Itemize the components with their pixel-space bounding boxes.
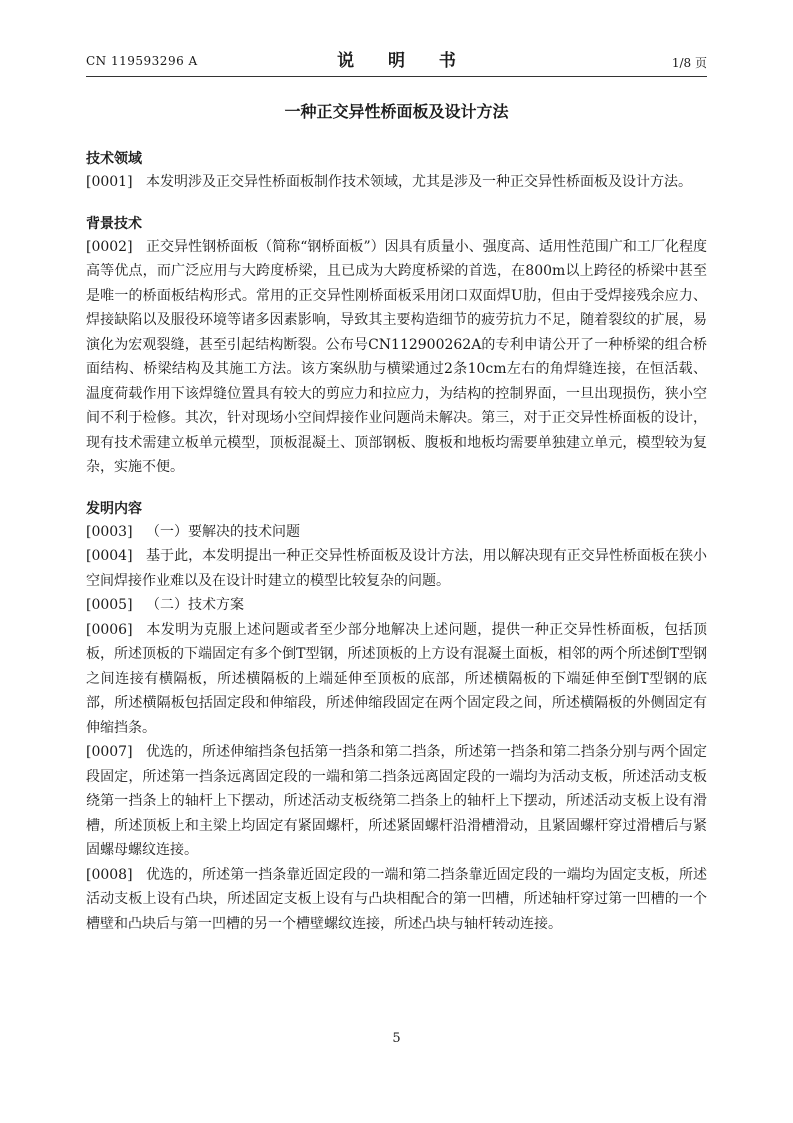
paragraph-number: [0001]: [86, 174, 133, 190]
paragraph: [86, 863, 707, 937]
paragraph-text: （二）技术方案: [146, 597, 244, 613]
document-title: 一种正交异性桥面板及设计方法: [284, 102, 509, 121]
paragraph-text: 基于此，本发明提出一种正交异性桥面板及设计方法，用以解决现有正交异性桥面板在狭小空间焊接作业难以及在设计时建立的模型比较复杂的问题。: [86, 548, 707, 589]
paragraph-text: （一）要解决的技术问题: [146, 523, 300, 540]
section-heading: 发明内容: [86, 500, 142, 517]
paragraph: [86, 740, 707, 863]
document-type: 说 明 书: [337, 51, 470, 71]
paragraph: [86, 593, 707, 618]
paragraph-number: [0004]: [86, 548, 133, 564]
paragraph: [86, 235, 707, 480]
page-header: [86, 46, 707, 76]
paragraph-number: [0007]: [86, 744, 133, 760]
paragraph-number: [0006]: [86, 621, 133, 638]
section-technical-field: [86, 148, 707, 195]
paragraph-text: 优选的，所述第一挡条靠近固定段的一端和第二挡条靠近固定段的一端均为固定支板，所述活动支板上设有凸块，所述固定支板上设有与凸块相配合的第一凹槽，所述轴杆穿过第一凹槽的一个槽壁和凸块后与第一凹槽的另一个槽壁螺纹连接，所述凸块与轴杆转动连接。: [86, 866, 707, 932]
paragraph: [86, 618, 707, 741]
section-heading: 技术领域: [86, 151, 142, 167]
paragraph-text: 正交异性钢桥面板（简称“钢桥面板”）因具有质量小、强度高、适用性范围广和工厂化程度高等优点，而广泛应用与大跨度桥梁，且已成为大跨度桥梁的首选，在800m以上跨径的桥梁中甚至是唯一的桥面板结构形式。常用的正交异性刚桥面板采用闭口双面焊U肋，但由于受焊接残余应力、焊接缺陷以及服役环境等诸多因素影响，导致其主要构造细节的疲劳抗力不足，随着裂纹的扩展，易演化为宏观裂缝，甚至引起结构断裂。公布号CN112900262A的专利申请公开了一种桥梁的组合桥面结构、桥梁结构及其施工方法。该方案纵肋与横梁通过2条10cm左右的角焊缝连接，在恒活载、温度荷载作用下该焊缝位置具有较大的剪应力和拉应力，为结构的控制界面，一旦出现损伤，狭小空间不利于检修。其次，针对现场小空间焊接作业问题尚未解决。第三，对于正交异性桥面板的设计，现有技术需建立板单元模型，顶板混凝土、顶部钢板、腹板和地板均需要单独建立单元，模型较为复杂，实施不便。: [86, 238, 707, 475]
page-number: 5: [392, 1031, 401, 1046]
paragraph-text: 本发明涉及正交异性桥面板制作技术领域，尤其是涉及一种正交异性桥面板及设计方法。: [146, 174, 692, 190]
paragraph-number: [0003]: [86, 523, 133, 540]
section-heading: 背景技术: [86, 215, 142, 232]
section-background: [86, 213, 707, 480]
section-summary: [86, 498, 707, 937]
paragraph: [86, 544, 707, 593]
paragraph-number: [0002]: [86, 238, 133, 255]
paragraph-number: [0008]: [86, 866, 133, 883]
page-label: 1/8 页: [671, 56, 707, 70]
paragraph-text: 优选的，所述伸缩挡条包括第一挡条和第二挡条，所述第一挡条和第二挡条分别与两个固定段固定，所述第一挡条远离固定段的一端和第二挡条远离固定段的一端均为活动支板，所述活动支板绕第一挡条上的轴杆上下摆动，所述活动支板绕第二挡条上的轴杆上下摆动，所述活动支板上设有滑槽，所述顶板上和主梁上均固定有紧固螺杆，所述紧固螺杆沿滑槽滑动，且紧固螺杆穿过滑槽后与紧固螺母螺纹连接。: [86, 744, 707, 858]
header-divider: [86, 76, 707, 77]
paragraph: [86, 170, 707, 195]
paragraph-text: 本发明为克服上述问题或者至少部分地解决上述问题，提供一种正交异性桥面板，包括顶板，所述顶板的下端固定有多个倒T型钢，所述顶板的上方设有混凝土面板，相邻的两个所述倒T型钢之间连接有横隔板，所述横隔板的上端延伸至顶板的底部，所述横隔板的下端延伸至倒T型钢的底部，所述横隔板包括固定段和伸缩段，所述伸缩段固定在两个固定段之间，所述横隔板的外侧固定有伸缩挡条。: [86, 621, 707, 736]
paragraph-number: [0005]: [86, 597, 133, 613]
patent-number: CN 119593296 A: [86, 54, 198, 68]
document-body: [86, 148, 707, 936]
paragraph: [86, 520, 707, 545]
